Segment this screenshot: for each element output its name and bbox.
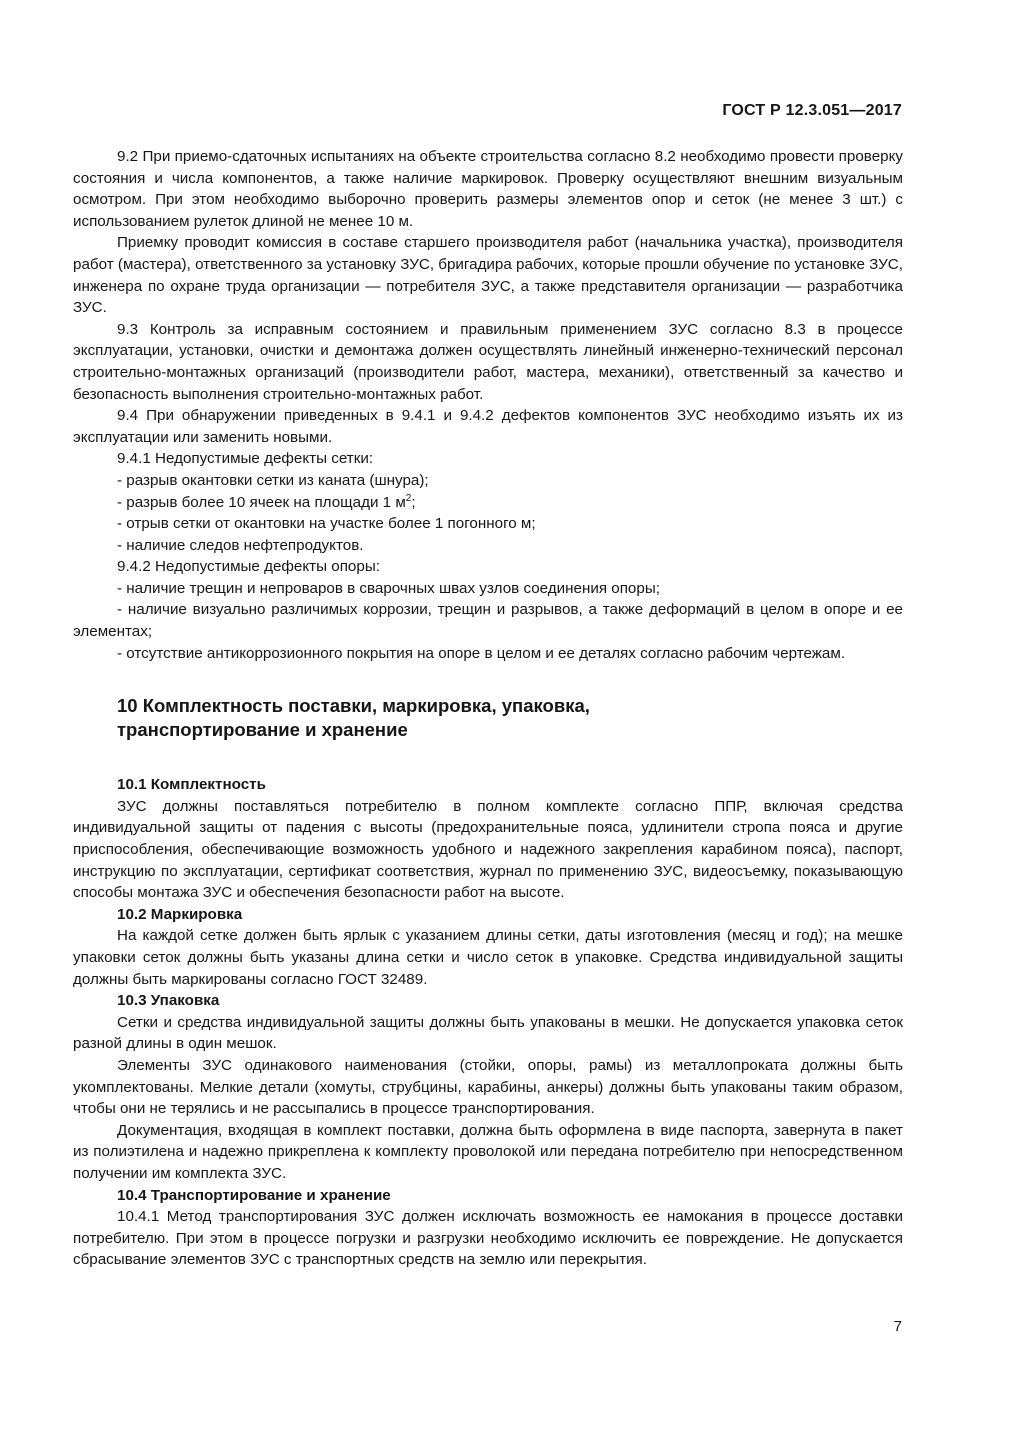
list-item-suffix: ; bbox=[411, 493, 416, 511]
paragraph-10-4-1: 10.4.1 Метод транспортирования ЗУС должен исключать возможность ее намокания в процессе доставки потребителю. При этом в процессе погрузки и разгрузки необходимо исключить ее повреждение. Не допускается сбрасывание элементов ЗУС с транспортных средств на землю или перекрытия. bbox=[73, 1208, 903, 1269]
list-item: - наличие трещин и непроваров в сварочных швах узлов соединения опоры; bbox=[117, 579, 660, 597]
paragraph-9-2: 9.2 При приемо-сдаточных испытаниях на объекте строительства согласно 8.2 необходимо провести проверку состояния и числа компонентов, а также наличие маркировок. Проверку осуществляют внешним визуальным осмотром. При этом необходимо выборочно проверить размеры элементов опор и сеток (не менее 3 шт.) с использованием рулеток длиной не менее 10 м. bbox=[73, 148, 903, 230]
section-heading-10 bbox=[117, 694, 903, 742]
subsection-heading-10-3: 10.3 Упаковка bbox=[117, 992, 220, 1010]
subsection-heading-10-1: 10.1 Комплектность bbox=[117, 776, 266, 794]
paragraph-9-3: 9.3 Контроль за исправным состоянием и правильным применением ЗУС согласно 8.3 в процессе эксплуатации, установки, очистки и демонтажа должен осуществлять линейный инженерно-технический персонал строительно-монтажных организаций (производители работ, мастера, механики), ответственный за качество и безопасность выполнения строительно-монтажных работ. bbox=[73, 320, 903, 403]
document-body bbox=[73, 146, 903, 1271]
list-item: - наличие следов нефтепродуктов. bbox=[117, 536, 364, 554]
paragraph-9-4-1: 9.4.1 Недопустимые дефекты сетки: bbox=[117, 450, 374, 468]
paragraph-acceptance-commission: Приемку проводит комиссия в составе старшего производителя работ (начальника участка), производителя работ (мастера), ответственного за установку ЗУС, бригадира рабочих, которые прошли обучение по установке ЗУС, инженера по охране труда организации — потребителя ЗУС, а также представителя организации — разработчика ЗУС. bbox=[73, 234, 903, 317]
paragraph-10-3-b: Элементы ЗУС одинакового наименования (стойки, опоры, рамы) из металлопроката должны быть укомплектованы. Мелкие детали (хомуты, струбцины, карабины, анкеры) должны быть упакованы таким образом, чтобы они не терялись и не рассыпались в процессе транспортирования. bbox=[73, 1056, 903, 1118]
list-item: - разрыв окантовки сетки из каната (шнура); bbox=[117, 471, 429, 489]
paragraph-9-4-2: 9.4.2 Недопустимые дефекты опоры: bbox=[117, 558, 380, 576]
section-heading-line: транспортирование и хранение bbox=[117, 719, 408, 741]
list-item bbox=[73, 492, 903, 514]
document-header: ГОСТ Р 12.3.051—2017 bbox=[722, 102, 902, 119]
list-item: - наличие визуально различимых коррозии, трещин и разрывов, а также деформаций в целом в опоре и ее элементах; bbox=[73, 601, 903, 641]
paragraph-10-1: ЗУС должны поставляться потребителю в полном комплекте согласно ППР, включая средства индивидуальной защиты от падения с высоты (предохранительные пояса, удлинители стропа пояса и другие приспособления, обеспечивающие возможность удобного и надежного закрепления карабином пояса), паспорт, инструкцию по эксплуатации, сертификат соответствия, журнал по применению ЗУС, видеосъемку, показывающую способы монтажа ЗУС и обеспечения безопасности работ на высоте. bbox=[73, 797, 903, 902]
superscript: 2 bbox=[405, 492, 412, 504]
page-number: 7 bbox=[893, 1318, 902, 1335]
subsection-heading-10-4: 10.4 Транспортирование и хранение bbox=[117, 1186, 391, 1204]
paragraph-10-3-a: Сетки и средства индивидуальной защиты должны быть упакованы в мешки. Не допускается упаковка сеток разной длины в один мешок. bbox=[73, 1013, 903, 1053]
paragraph-9-4: 9.4 При обнаружении приведенных в 9.4.1 и 9.4.2 дефектов компонентов ЗУС необходимо изъять их из эксплуатации или заменить новыми. bbox=[73, 407, 903, 446]
list-item-text: - разрыв более 10 ячеек на площади 1 м bbox=[117, 493, 406, 511]
paragraph-10-3-c: Документация, входящая в комплект поставки, должна быть оформлена в виде паспорта, завернута в пакет из полиэтилена и надежно прикреплена к комплекту проволокой или передана потребителю при непосредственном получении им комплекта ЗУС. bbox=[73, 1121, 903, 1182]
list-item: - отсутствие антикоррозионного покрытия на опоре в целом и ее деталях согласно рабочим чертежам. bbox=[117, 644, 846, 662]
section-heading-line: 10 Комплектность поставки, маркировка, упаковка, bbox=[117, 695, 590, 717]
list-item: - отрыв сетки от окантовки на участке более 1 погонного м; bbox=[117, 515, 536, 533]
paragraph-10-2: На каждой сетке должен быть ярлык с указанием длины сетки, даты изготовления (месяц и год); на мешке упаковки сеток должны быть указаны длина сетки и число сеток в упаковке. Средства индивидуальной защиты должны быть маркированы согласно ГОСТ 32489. bbox=[73, 927, 903, 988]
subsection-heading-10-2: 10.2 Маркировка bbox=[117, 905, 243, 923]
